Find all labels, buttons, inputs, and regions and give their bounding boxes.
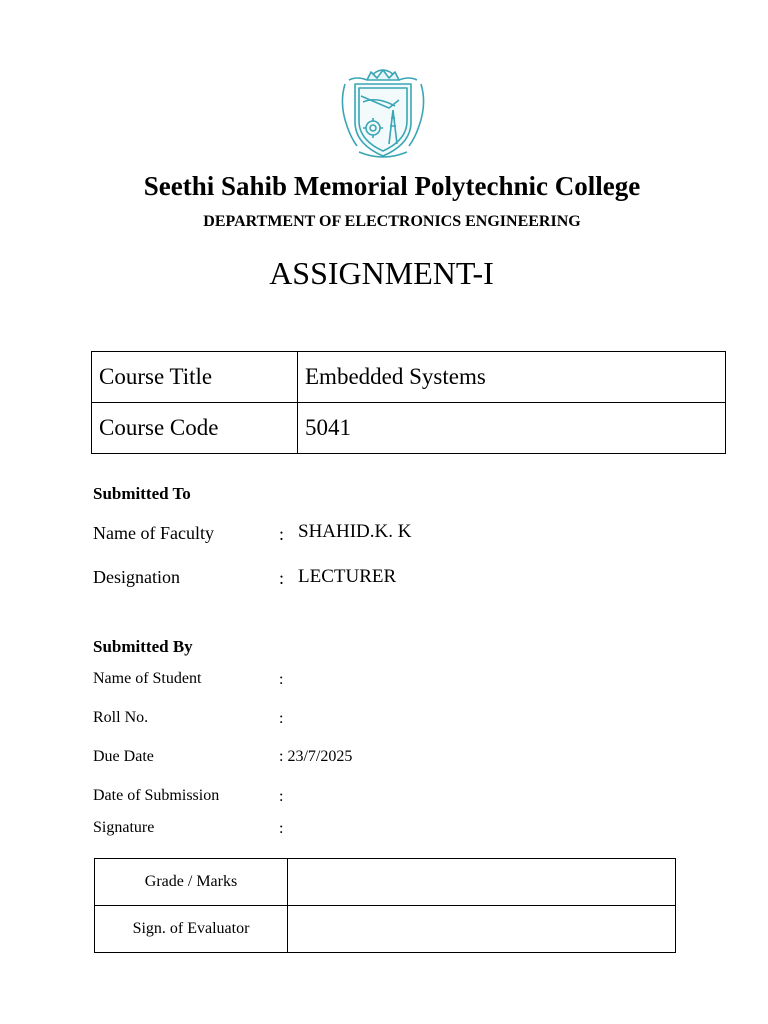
assignment-title: ASSIGNMENT-I	[269, 255, 494, 291]
designation-colon: :	[279, 568, 285, 588]
evaluator-label: Sign. of Evaluator	[95, 906, 288, 953]
college-name: Seethi Sahib Memorial Polytechnic College	[143, 171, 641, 201]
evaluation-table	[94, 858, 676, 953]
table-row	[92, 403, 726, 454]
department-name: DEPARTMENT OF ELECTRONICS ENGINEERING	[203, 213, 581, 230]
course-title-value: Embedded Systems	[298, 352, 726, 403]
designation-label: Designation	[93, 567, 180, 587]
student-label: Name of Student	[93, 670, 202, 687]
designation-value: LECTURER	[298, 566, 397, 587]
evaluator-sign-cell	[288, 906, 676, 953]
table-row	[95, 859, 676, 906]
college-crest-icon	[337, 66, 429, 162]
faculty-label: Name of Faculty	[93, 523, 214, 543]
due-date-value: : 23/7/2025	[279, 748, 353, 765]
table-row	[92, 352, 726, 403]
student-colon: :	[279, 671, 284, 688]
grade-label: Grade / Marks	[95, 859, 288, 906]
signature-label: Signature	[93, 819, 155, 836]
submission-date-label: Date of Submission	[93, 787, 220, 804]
course-code-value: 5041	[298, 403, 726, 454]
submission-date-colon: :	[279, 788, 284, 805]
roll-colon: :	[279, 710, 284, 727]
course-table	[91, 351, 726, 454]
submitted-to-heading: Submitted To	[93, 484, 191, 503]
table-row	[95, 906, 676, 953]
signature-colon: :	[279, 820, 284, 837]
roll-label: Roll No.	[93, 709, 149, 726]
faculty-value: SHAHID.K. K	[298, 521, 412, 542]
course-code-label: Course Code	[92, 403, 298, 454]
faculty-colon: :	[279, 524, 285, 544]
due-date-label: Due Date	[93, 748, 154, 765]
grade-value-cell	[288, 859, 676, 906]
submitted-by-heading: Submitted By	[93, 637, 193, 656]
course-title-label: Course Title	[92, 352, 298, 403]
